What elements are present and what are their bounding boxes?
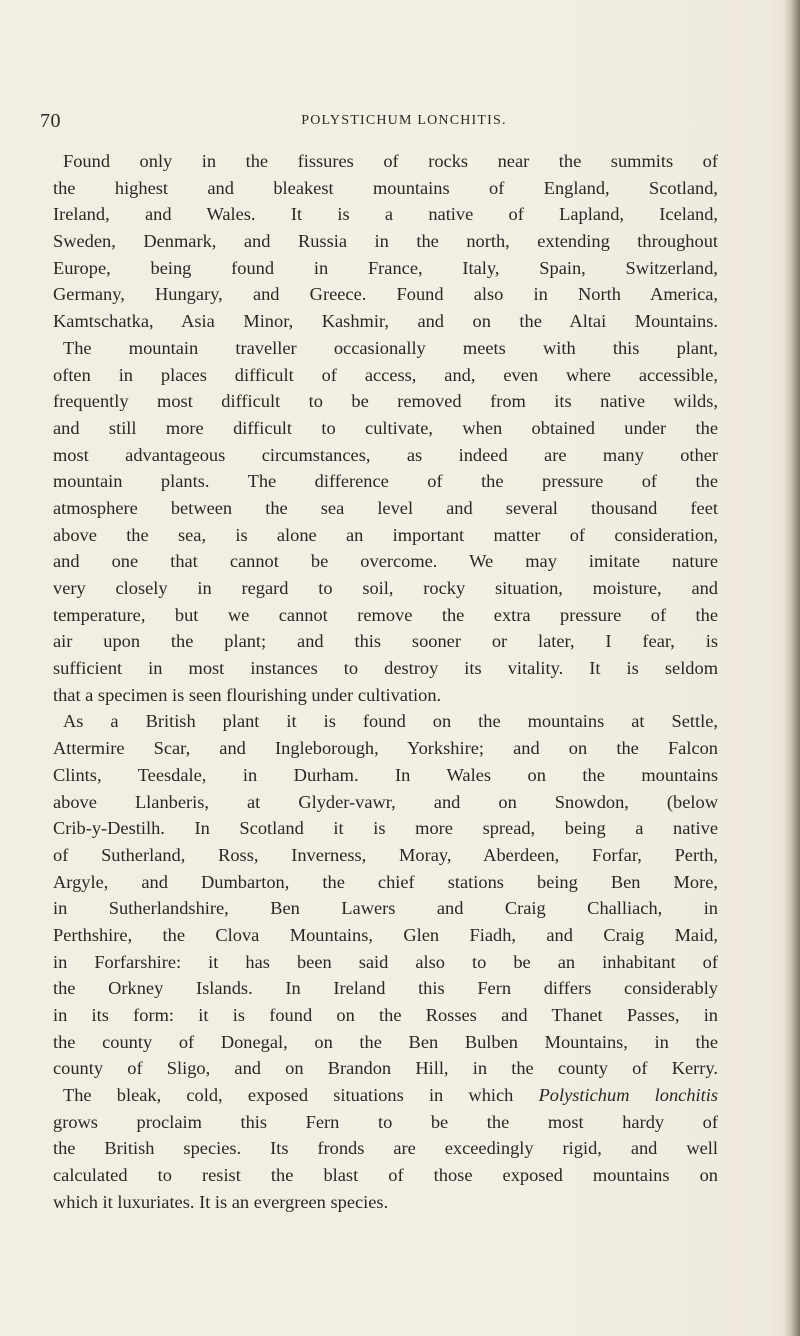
text-line-with-italic (53, 1082, 718, 1109)
text-line: and one that cannot be overcome. We may imitate nature (53, 551, 718, 572)
text-line: Sweden, Denmark, and Russia in the north, extending throughout (53, 231, 718, 252)
text-line: above the sea, is alone an important matter of consideration, (53, 524, 718, 545)
page-header (40, 110, 720, 136)
text-line: in its form: it is found on the Rosses and Thanet Passes, in (53, 1005, 718, 1025)
text-line: and still more difficult to cultivate, when obtained under the (53, 417, 718, 438)
text-line: atmosphere between the sea level and several thousand feet (53, 497, 718, 518)
text-line: of Sutherland, Ross, Inverness, Moray, Aberdeen, Forfar, Perth, (53, 844, 718, 865)
text-line: air upon the plant; and this sooner or later, I fear, is (53, 631, 718, 652)
text-line: Perthshire, the Clova Mountains, Glen Fiadh, and Craig Maid, (53, 924, 718, 945)
text-line: Europe, being found in France, Italy, Spain, Switzerland, (53, 257, 718, 278)
text-line: temperature, but we cannot remove the extra pressure of the (53, 604, 718, 625)
text-line: calculated to resist the blast of those exposed mountains on (53, 1165, 718, 1186)
text-line: Found only in the fissures of rocks near the summits of (63, 151, 718, 171)
text-line: the British species. Its fronds are exceedingly rigid, and well (53, 1138, 718, 1159)
text-line: mountain plants. The difference of the pressure of the (53, 471, 718, 492)
text-line: The mountain traveller occasionally meets with this plant, (63, 337, 718, 358)
text-line: Crib-y-Destilh. In Scotland it is more spread, being a native (53, 818, 718, 839)
text-line: very closely in regard to soil, rocky situation, moisture, and (53, 578, 718, 598)
species-name-italic: Polystichum lonchitis (538, 1085, 718, 1106)
text-line: county of Sligo, and on Brandon Hill, in the county of Kerry. (53, 1058, 718, 1079)
text-line: above Llanberis, at Glyder-vawr, and on Snowdon, (below (53, 791, 718, 812)
page-number: 70 (40, 110, 61, 132)
text-line: which it luxuriates. It is an evergreen species. (53, 1191, 389, 1212)
text-run: The bleak, cold, exposed situations in which (63, 1085, 514, 1106)
text-line: Germany, Hungary, and Greece. Found also in North America, (53, 284, 718, 305)
text-line: in Sutherlandshire, Ben Lawers and Craig Challiach, in (53, 898, 718, 919)
text-line: that a specimen is seen flourishing under cultivation. (53, 684, 442, 705)
body-text (53, 148, 718, 1216)
text-line: Ireland, and Wales. It is a native of Lapland, Iceland, (53, 204, 718, 225)
running-title: POLYSTICHUM LONCHITIS. (301, 113, 507, 128)
text-line: the Orkney Islands. In Ireland this Fern differs considerably (53, 978, 718, 999)
text-line: the highest and bleakest mountains of England, Scotland, (53, 177, 718, 198)
text-line: As a British plant it is found on the mountains at Settle, (63, 711, 718, 732)
text-line: Attermire Scar, and Ingleborough, Yorkshire; and on the Falcon (53, 738, 718, 759)
page-edge-shadow (784, 0, 800, 1336)
text-line: Argyle, and Dumbarton, the chief stations being Ben More, (53, 871, 718, 892)
text-line: sufficient in most instances to destroy its vitality. It is seldom (53, 658, 718, 679)
text-line: often in places difficult of access, and, even where accessible, (53, 364, 718, 385)
text-line: grows proclaim this Fern to be the most hardy of (53, 1111, 718, 1132)
text-line: the county of Donegal, on the Ben Bulben Mountains, in the (53, 1031, 718, 1052)
text-line: Kamtschatka, Asia Minor, Kashmir, and on the Altai Mountains. (53, 311, 718, 332)
text-line: frequently most difficult to be removed from its native wilds, (53, 391, 718, 412)
text-line: most advantageous circumstances, as indeed are many other (53, 444, 718, 465)
text-line: Clints, Teesdale, in Durham. In Wales on the mountains (53, 764, 718, 785)
text-line: in Forfarshire: it has been said also to be an inhabitant of (53, 951, 718, 972)
